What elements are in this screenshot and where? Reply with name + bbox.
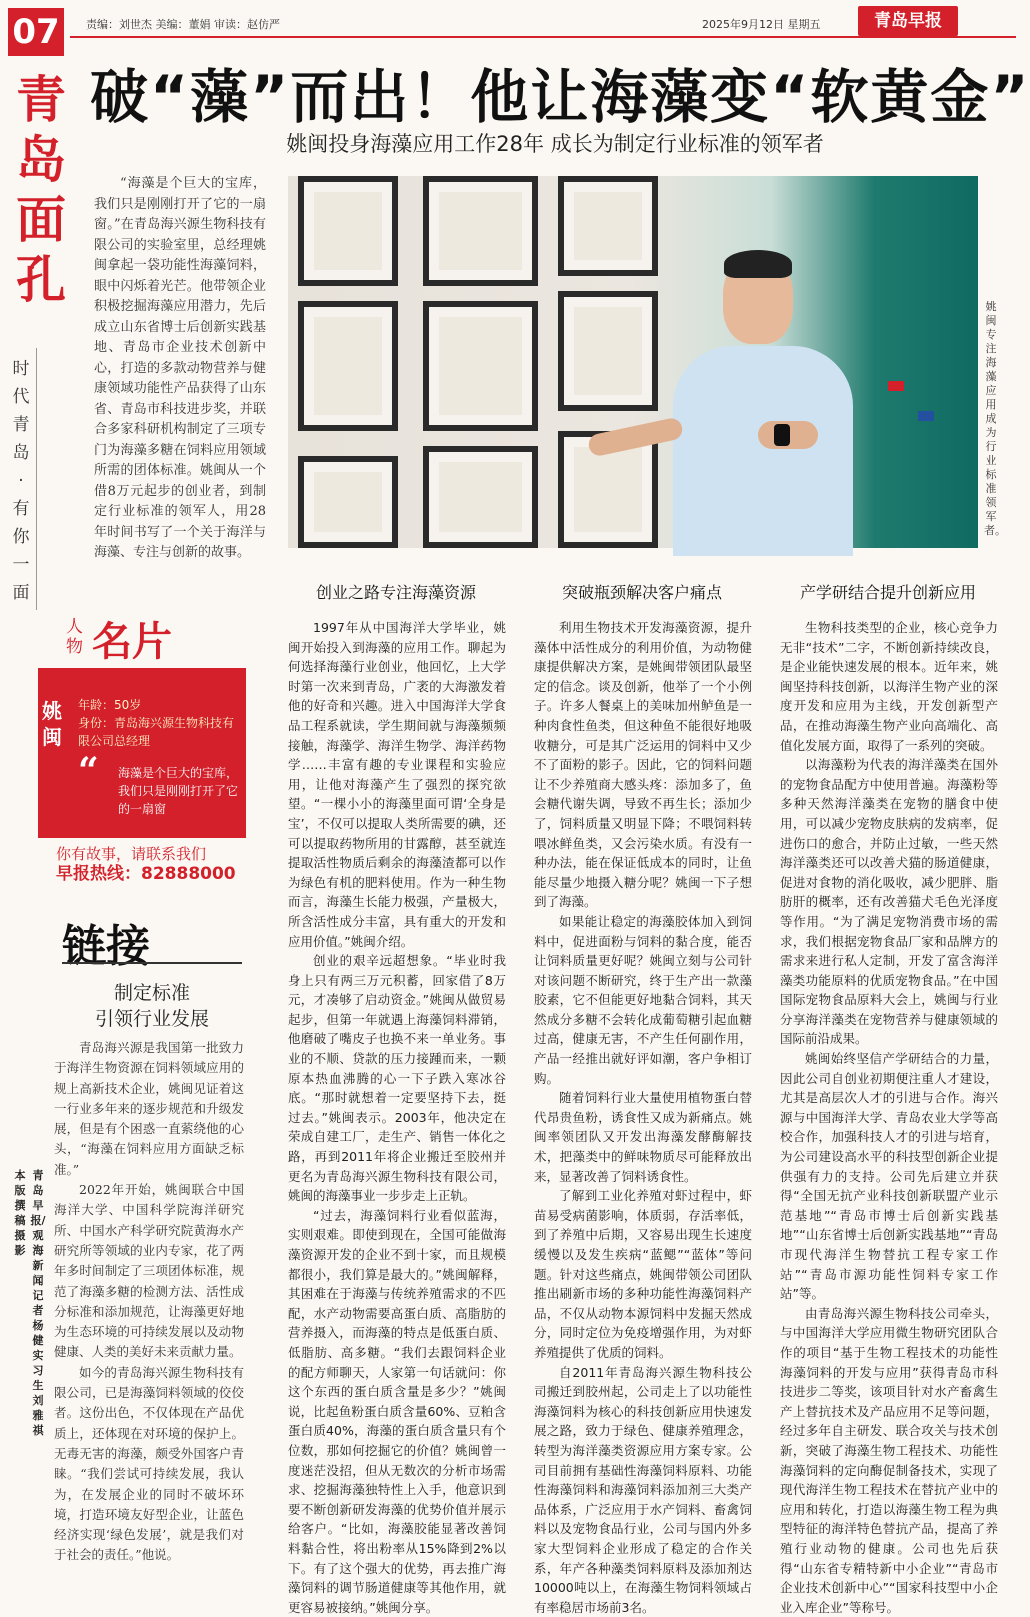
- link-box-subtitle: [62, 980, 242, 1032]
- photo-caption: 姚闽专注海藻应用成为行业标准领军者。: [984, 300, 1006, 537]
- editors-line: 责编：刘世杰 美编：董娟 审读：赵仿严: [86, 18, 280, 31]
- profile-label: 名片: [92, 619, 172, 665]
- section-title-char: 孔: [16, 250, 66, 309]
- subheadline: 姚闽投身海藻应用工作28年 成长为制定行业标准的领军者: [286, 132, 824, 156]
- paragraph: 生物科技类型的企业，核心竞争力无非“技术”二字，不断创新持续改良，是企业能快速发展的根本。近年来，姚闽坚持科技创新，以海洋生物产业的深度开发和应用为主线，开发创新型产品，在推动海藻生物产业向高端化、高值化发展方面，取得了一系列的突破。: [780, 620, 998, 753]
- paragraph: 由青岛海兴源生物科技公司牵头，与中国海洋大学应用微生物研究团队合作的项目“基于生物工程技术的功能性海藻饲料的开发与应用”获得青岛市科技进步二等奖，该项目针对水产畜禽生产上替抗技术及产品应用不足等问题，经过多年自主研发、联合攻关与技术创新，突破了海藻生物工程技术、功能性海藻饲料的定向酶促制备技术，实现了现代海洋生物工程技术在替抗产业中的应用和转化，打造以海藻生物工程为典型特征的海洋特色替抗产品，提高了养殖行业动物的健康。公司也先后获得“山东省专精特新中小企业”“青岛市企业技术创新中心”“国家科技型中小企业入库企业”等称号。: [780, 1305, 998, 1615]
- page-number: 07: [8, 8, 64, 56]
- paragraph: “过去，海藻饲料行业看似蓝海，实则艰难。即使到现在，全国可能做海藻资源开发的企业不到十家，而且规模都很小，我们算是最大的。”姚闽解释，其困难在于海藻与传统养殖需求的不匹配，水产动物需要高蛋白质、高脂肪的营养摄入，而海藻的特点是低蛋白质、低脂肪、高多糖。“我们去跟饲料企业的配方师聊天，人家第一句话就问：你这个东西的蛋白质含量是多少？”姚闽说，比起鱼粉蛋白质含量60%、豆粕含蛋白质40%，海藻的蛋白质含量只有个位数，那如何挖掘它的价值？姚闽曾一度迷茫没招，但从无数次的分析市场需求、挖掘海藻独特性上入手，他意识到要不断创新研发海藻的优势价值并展示给客户。“比如，海藻胶能显著改善饲料黏合性，将出粉率从15%降到2%以下。有了这个强大的优势，再去推广海藻饲料的调节肠道健康等其他作用，就更容易被接纳。”姚闽分享。: [288, 1207, 506, 1615]
- specimen-frame: [558, 176, 658, 276]
- specimen-frame: [423, 176, 538, 286]
- tagline-char: 面: [12, 583, 30, 603]
- link-box-body: [54, 1038, 244, 1566]
- link-subtitle-line: 引领行业发展: [94, 1008, 209, 1030]
- specimen-frame: [298, 456, 398, 548]
- section-title-char: 岛: [16, 130, 66, 189]
- paragraph: 如果能让稳定的海藻胶体加入到饲料中，促进面粉与饲料的黏合度，能否让饲料质量更好呢？姚闽立刻与公司针对该问题不断研究，终于生产出一款藻胶素，它不但能更好地黏合饲料，其天然成分多糖不会转化成葡萄糖引起血糖过高，健康无害，不产生任何副作用，产品一经推出就好评如潮，客户争相订购。: [534, 913, 752, 1086]
- tagline-char: 有: [12, 499, 30, 519]
- credit-line-1: 本版撰稿摄影: [14, 1169, 26, 1257]
- section-divider: [36, 348, 37, 610]
- section-title: [10, 70, 72, 310]
- paragraph: 以海藻粉为代表的海洋藻类在国外的宠物食品配方中使用普遍。海藻粉等多种天然海洋藻类在宠物的膳食中使用，可以减少宠物皮肤病的发病率，促进伤口的愈合，并防止过敏，一些天然海洋藻类还可以改善犬猫的肠道健康，促进对食物的消化吸收，减少肥胖、脂肪肝的概率，还有改善猫犬毛色光泽度等作用。“为了满足宠物消费市场的需求，我们根据宠物食品厂家和品牌方的需求来进行私人定制，开发了富含海洋藻类功能原料的优质宠物食品。”在中国国际宠物食品原料大会上，姚闽与行业分享海洋藻类在宠物营养与健康领域的国际前沿成果。: [780, 757, 998, 1047]
- date-line: 2025年9月12日 星期五: [702, 18, 821, 31]
- lead-paragraph: [94, 174, 266, 564]
- headline: 破“藻”而出！他让海藻变“软黄金”: [90, 63, 1030, 131]
- person-shirt: [673, 346, 853, 556]
- paragraph: 随着饲料行业大量使用植物蛋白替代昂贵鱼粉，诱食性又成为新痛点。姚闽率领团队又开发出海藻发酵酶解技术，把藻类中的鲜味物质尽可能释放出来，显著改善了饲料诱食性。: [534, 1090, 752, 1184]
- profile-label-small: 人物: [66, 617, 83, 657]
- profile-position: 身份：青岛海兴源生物科技有限公司总经理: [78, 716, 235, 748]
- specimen-frame: [423, 446, 538, 548]
- link-subtitle-line: 制定标准: [113, 982, 190, 1004]
- main-photo: [288, 176, 978, 548]
- tagline-char: 一: [12, 555, 30, 575]
- section-heading-3: 产学研结合提升创新应用: [799, 583, 976, 602]
- paragraph: 姚闽始终坚信产学研结合的力量，因此公司自创业初期便注重人才建设，尤其是高层次人才的引进与合作。海兴源与中国海洋大学、青岛农业大学等高校合作，加强科技人才的引进与培育，为公司建设高水平的科技型创新企业提供强有力的支持。公司先后建立并获得“全国无抗产业科技创新联盟产业示范基地”“青岛市博士后创新实践基地”“山东省博士后创新实践基地”“青岛市现代海洋生物替抗工程专家工作站”“青岛市源功能性饲料专家工作站”等。: [780, 1051, 998, 1302]
- tagline-char: 代: [12, 387, 30, 407]
- section-heading-2: 突破瓶颈解决客户痛点: [561, 583, 722, 602]
- paragraph: 青岛海兴源是我国第一批致力于海洋生物资源在饲料领域应用的规上高新技术企业，姚闽见证着这一行业多年来的逐步规范和升级发展，但是有个困惑一直萦绕他的心头，“海藻在饲料应用方面缺乏标准。”: [54, 1040, 244, 1177]
- hotline-number: 早报热线：82888000: [56, 864, 236, 884]
- lead-text: “海藻是个巨大的宝库，我们只是刚刚打开了它的一扇窗。”在青岛海兴源生物科技有限公司的实验室里，总经理姚闽拿起一袋功能性海藻饲料，眼中闪烁着光芒。他带领企业积极挖掘海藻应用潜力，先后成立山东省博士后创新实践基地、青岛市企业技术创新中心，打造的多款动物营养与健康领域功能性产品获得了山东省、青岛市科技进步奖，并联合多家科研机构制定了三项专门为海藻多糖在饲料应用领域所需的团体标准。姚闽从一个借8万元起步的创业者，到制定行业标准的领军人，用28年时间书写了一个关于海洋与海藻、专注与创新的故事。: [94, 176, 266, 560]
- person-hair: [724, 250, 792, 278]
- section-title-char: 面: [16, 190, 66, 249]
- paragraph: 了解到工业化养殖对虾过程中，虾苗易受病菌影响，体质弱，存活率低，到了养殖中后期，又容易出现生长速度缓慢以及发生疾病“蓝鳃”“蓝体”等问题。针对这些痛点，姚闽带领公司团队推出刷新市场的多种功能性海藻饲料产品，不仅从动物本源饲料中发掘天然成分，同时定位为免疫增强作用，为对虾养殖提供了优质的饲料。: [534, 1188, 752, 1360]
- link-box-rule: [62, 962, 242, 964]
- flag-icon: [918, 411, 934, 421]
- section-tagline: [10, 355, 32, 607]
- section-heading-1: 创业之路专注海藻资源: [315, 583, 476, 602]
- header-rule: [70, 36, 1016, 38]
- tagline-char: 你: [12, 527, 30, 547]
- paragraph: 创业的艰辛远超想象。“毕业时我身上只有两三万元积蓄，回家借了8万元，才凑够了启动资金。”姚闽从做贸易起步，但第一年就遇上海藻饲料滞销，他磨破了嘴皮子也换不来一单业务。事业的不顺、贷款的压力接踵而来，一颗原本热血沸腾的心一下子跌入寒冰谷底。“那时就想着一定要坚持下去，挺过去。”姚闽表示。2003年，他决定在荣成自建工厂，走生产、销售一体化之路，再到2011年将企业搬迁至胶州并更名为青岛海兴源生物科技有限公司，姚闽的海藻事业一步步走上正轨。: [288, 953, 506, 1204]
- specimen-frame: [298, 176, 398, 286]
- article-column-3: [780, 618, 998, 1617]
- masthead-logo: 青岛早报: [858, 6, 958, 36]
- paragraph: 利用生物技术开发海藻资源，提升藻体中活性成分的利用价值，为动物健康提供解决方案，是姚闽带领团队最坚定的信念。谈及创新，他举了一个小例子。许多人餐桌上的美味加州鲈鱼是一种肉食性鱼类，但这种鱼不能很好地吸收糖分，可是其广泛运用的饲料中又少不了面粉的影子。因此，它的饲料问题让不少养殖商大感头疼：添加多了，鱼会糖代谢失调，导致不再生长；添加少了，饲料质量又明显下降；不喂饲料转喂冰鲜鱼类，又会污染水质。有没有一种办法，能在保证低成本的同时，让鱼能尽量少地摄入糖分呢？姚闽一下子想到了海藻。: [534, 620, 752, 910]
- credit-line-2: 青岛早报/观海新闻记者 杨健 实习生 刘雅祺: [30, 1169, 46, 1437]
- paragraph: 2022年开始，姚闽联合中国海洋大学、中国科学院海洋研究所、中国水产科学研究院黄海水产研究所等领域的业内专家，花了两年多时间制定了三项团体标准，规范了海藻多糖的检测方法、活性成分标准和添加规范，让海藻更好地为生态环境的可持续发展以及动物健康、人类的美好未来贡献力量。: [54, 1182, 244, 1360]
- hotline-text: 你有故事，请联系我们: [56, 845, 207, 863]
- profile-age: 年龄：50岁: [78, 698, 142, 712]
- article-column-2: [534, 618, 752, 1617]
- quote-icon: “: [78, 750, 99, 792]
- paragraph: 1997年从中国海洋大学毕业，姚闽开始投入到海藻的应用工作。聊起为何选择海藻行业创业，他回忆，上大学时第一次来到青岛，广袤的大海激发着他的好奇和兴趣。进入中国海洋大学食品工程系就读，学生期间就与海藻频频接触，海藻学、海洋生物学、海洋药物学……丰富有趣的专业课程和实验应用，让他对海藻产生了强烈的探究欲望。“一棵小小的海藻里面可谓‘全身是宝’，不仅可以提取人类所需要的碘，还可以提取药物所用的甘露醇，甚至就连提取活性物质后剩余的海藻渣都可以作为绿色有机的肥料使用。作为一种生物而言，海藻生长能力极强，产量极大，所含活性成分丰富，具有重大的开发和应用价值。”姚闽介绍。: [288, 620, 506, 949]
- link-box-title: 链接: [62, 921, 150, 972]
- paragraph: 如今的青岛海兴源生物科技有限公司，已是海藻饲料领域的佼佼者。这份出色，不仅体现在产品优质上，还体现在对环境的保护上。无毒无害的海藻，颇受外国客户青睐。“我们尝试可持续发展，我认为，在发展企业的同时不破坏环境，打造环境友好型企业，让蓝色经济实现‘绿色发展’，就是我们对于社会的责任。”他说。: [54, 1364, 244, 1563]
- tagline-char: ·: [18, 471, 24, 491]
- tagline-char: 时: [12, 359, 30, 379]
- specimen-frame: [558, 291, 658, 411]
- profile-name: 姚闽: [42, 699, 62, 749]
- specimen-frame: [298, 301, 398, 431]
- profile-quote: 海藻是个巨大的宝库，我们只是刚刚打开了它的一扇窗: [118, 766, 239, 816]
- tagline-char: 岛: [12, 443, 30, 463]
- section-title-char: 青: [16, 70, 66, 129]
- tagline-char: 青: [12, 415, 30, 435]
- specimen-frame: [423, 301, 538, 431]
- profile-card: [38, 668, 246, 838]
- paragraph: 自2011年青岛海兴源生物科技公司搬迁到胶州起，公司走上了以功能性海藻饲料为核心的科技创新应用快速发展之路，致力于绿色、健康养殖理念，转型为海洋藻类资源应用方案专家。公司目前拥有基础性海藻饲料原料、功能性海藻饲料和海藻饲料添加剂三大类产品体系，广泛应用于水产饲料、畜禽饲料以及宠物食品行业，公司与国内外多家大型饲料企业形成了稳定的合作关系，年产各种藻类饲料原料及添加剂达10000吨以上，在海藻生物饲料领域占有率稳居市场前3名。: [534, 1364, 752, 1615]
- article-column-1: [288, 618, 506, 1617]
- flag-icon: [888, 381, 904, 391]
- watch-icon: [774, 424, 790, 446]
- hotline: [56, 844, 236, 884]
